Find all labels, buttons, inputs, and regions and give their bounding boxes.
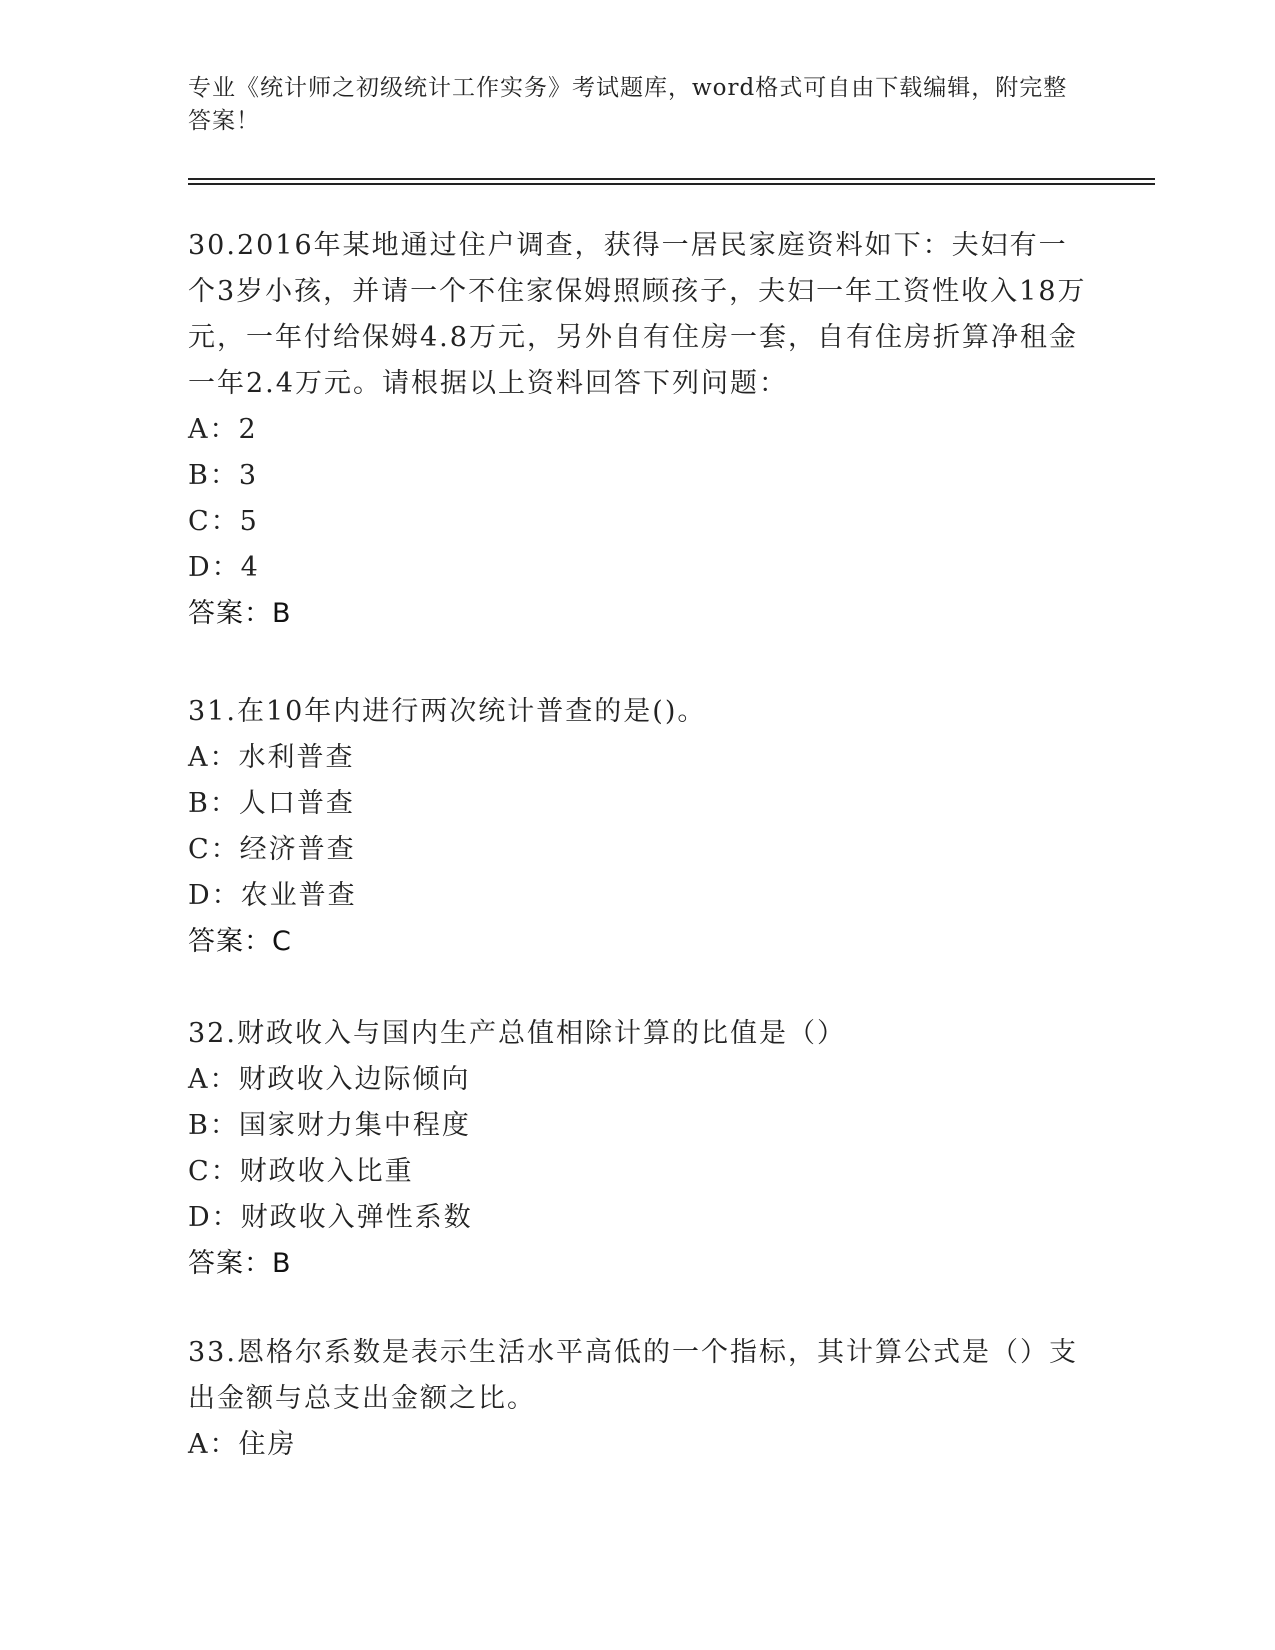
option-c: C：5 <box>188 506 259 537</box>
option-list <box>188 1422 1088 1468</box>
answer-label: 答案：B <box>188 1248 292 1279</box>
question-stem: 33.恩格尔系数是表示生活水平高低的一个指标，其计算公式是（）支出金额与总支出金额之比。 <box>188 1337 1078 1414</box>
header-divider-bottom <box>188 183 1155 185</box>
option-d: D：财政收入弹性系数 <box>188 1202 473 1233</box>
answer-label: 答案：C <box>188 926 292 957</box>
option-a: A：2 <box>188 414 258 445</box>
option-b: B：3 <box>188 460 259 491</box>
question-stem: 31.在10年内进行两次统计普查的是()。 <box>188 696 707 727</box>
answer-label: 答案：B <box>188 598 292 629</box>
question-32 <box>188 1011 1088 1287</box>
option-a: A：财政收入边际倾向 <box>188 1064 471 1095</box>
option-a: A：住房 <box>188 1429 297 1460</box>
option-list <box>188 735 1088 919</box>
option-c: C：经济普查 <box>188 834 356 865</box>
header-divider-top <box>188 178 1155 180</box>
option-list <box>188 1057 1088 1241</box>
document-header: 专业《统计师之初级统计工作实务》考试题库，word格式可自由下载编辑，附完整答案！ <box>188 75 1068 134</box>
option-c: C：财政收入比重 <box>188 1156 414 1187</box>
question-31 <box>188 689 1088 965</box>
option-b: B：人口普查 <box>188 788 355 819</box>
option-a: A：水利普查 <box>188 742 355 773</box>
option-d: D：4 <box>188 552 260 583</box>
option-d: D：农业普查 <box>188 880 357 911</box>
question-30 <box>188 223 1088 637</box>
option-b: B：国家财力集中程度 <box>188 1110 471 1141</box>
question-stem: 32.财政收入与国内生产总值相除计算的比值是（） <box>188 1018 846 1049</box>
question-33 <box>188 1330 1088 1468</box>
question-stem: 30.2016年某地通过住户调查，获得一居民家庭资料如下：夫妇有一个3岁小孩，并请一个不住家保姆照顾孩子，夫妇一年工资性收入18万元，一年付给保姆4.8万元，另外自有住房一套，自有住房折算净租金一年2.4万元。请根据以上资料回答下列问题： <box>188 230 1087 399</box>
option-list <box>188 407 1088 591</box>
